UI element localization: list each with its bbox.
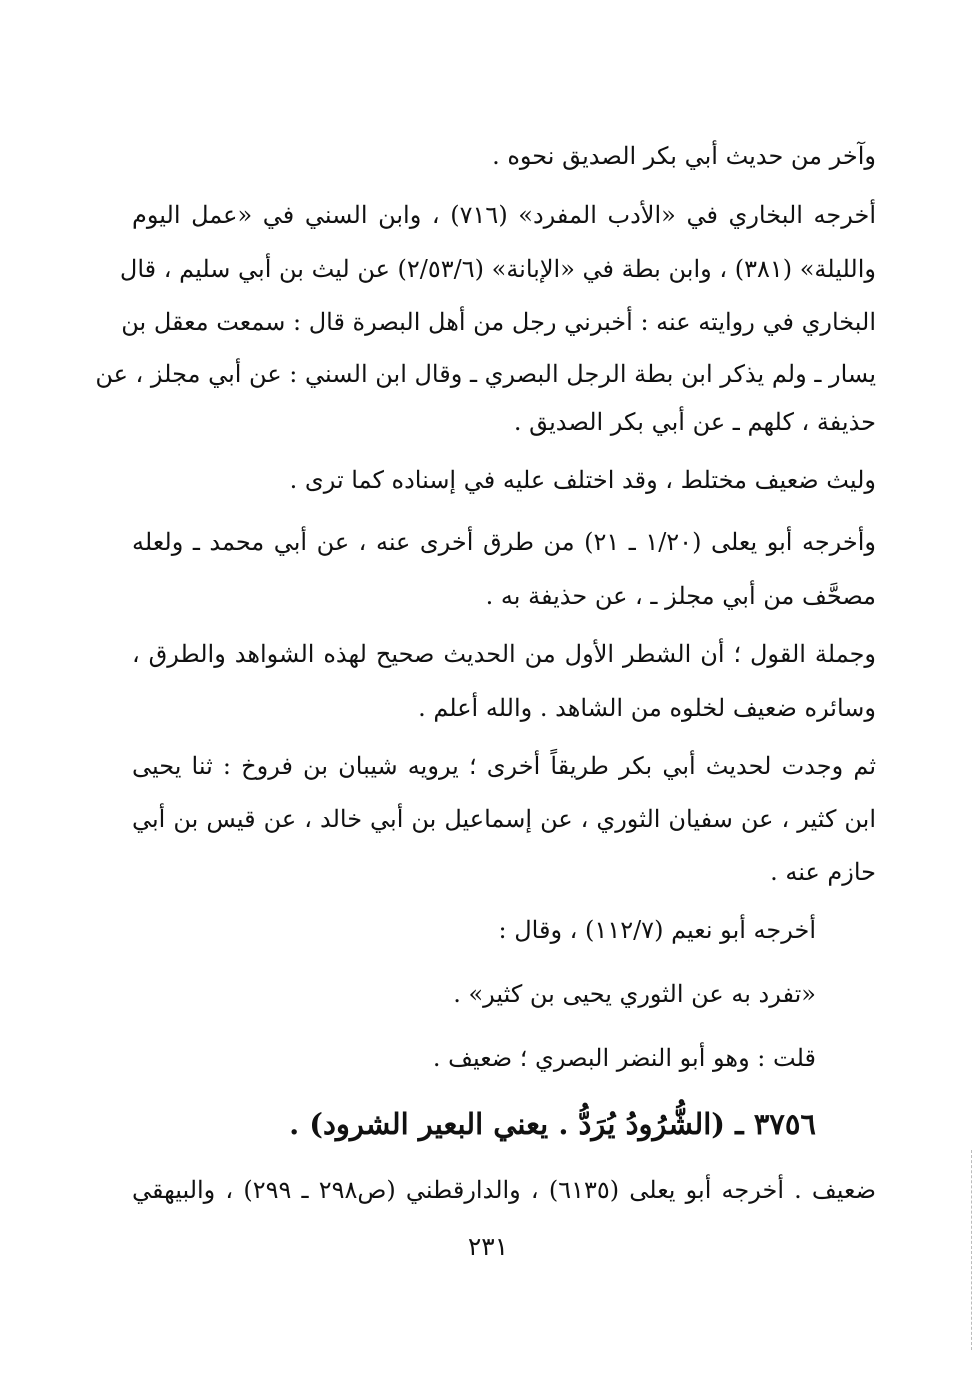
hadith-heading: ٣٧٥٦ ـ (الشُّرُودُ يُرَدُّ . يعني البعير الشرود) . (289, 1107, 816, 1141)
text-line: ضعيف . أخرجه أبو يعلى (٦١٣٥) ، والدارقطني (ص٢٩٨ ـ ٢٩٩) ، والبيهقي (132, 1176, 876, 1204)
text-line: والليلة» (٣٨١) ، وابن بطة في «الإبانة» (٢/٥٣/٦) عن ليث بن أبي سليم ، قال (119, 255, 876, 283)
text-line: وجملة القول ؛ أن الشطر الأول من الحديث صحيح لهذه الشواهد والطرق ، (132, 640, 876, 668)
text-line: ثم وجدت لحديث أبي بكر طريقاً أخرى ؛ يرويه شيبان بن فروخ : ثنا يحيى (132, 752, 876, 780)
margin-tick-marks (969, 1150, 972, 1350)
text-line: وأخرجه أبو يعلى (١/٢٠ ـ ٢١) من طرق أخرى عنه ، عن أبي محمد ـ ولعله (132, 528, 876, 556)
text-line: وليث ضعيف مختلط ، وقد اختلف عليه في إسناده كما ترى . (289, 466, 876, 494)
page-number: ٢٣١ (467, 1232, 509, 1261)
text-line: وآخر من حديث أبي بكر الصديق نحوه . (492, 142, 876, 170)
text-line: ابن كثير ، عن سفيان الثوري ، عن إسماعيل بن أبي خالد ، عن قيس بن أبي (132, 805, 876, 833)
text-line: يسار ـ ولم يذكر ابن بطة الرجل البصري ـ وقال ابن السني : عن أبي مجلز ، عن (95, 360, 876, 388)
text-line: قلت : وهو أبو النضر البصري ؛ ضعيف . (432, 1044, 816, 1072)
text-line: أخرجه أبو نعيم (١١٢/٧) ، وقال : (498, 916, 816, 944)
text-line: «تفرد به عن الثوري يحيى بن كثير» . (453, 980, 816, 1008)
text-line: حازم عنه . (770, 858, 876, 886)
text-line: وسائره ضعيف لخلوه من الشاهد . والله أعلم . (418, 694, 876, 722)
text-line: البخاري في روايته عنه : أخبرني رجل من أهل البصرة قال : سمعت معقل بن (121, 308, 876, 336)
text-line: مصحَّف من أبي مجلز ـ ، عن حذيفة به . (485, 582, 876, 610)
text-line: أخرجه البخاري في «الأدب المفرد» (٧١٦) ، وابن السني في «عمل اليوم (132, 201, 876, 229)
text-line: حذيفة ، كلهم ـ عن أبي بكر الصديق . (513, 408, 876, 436)
